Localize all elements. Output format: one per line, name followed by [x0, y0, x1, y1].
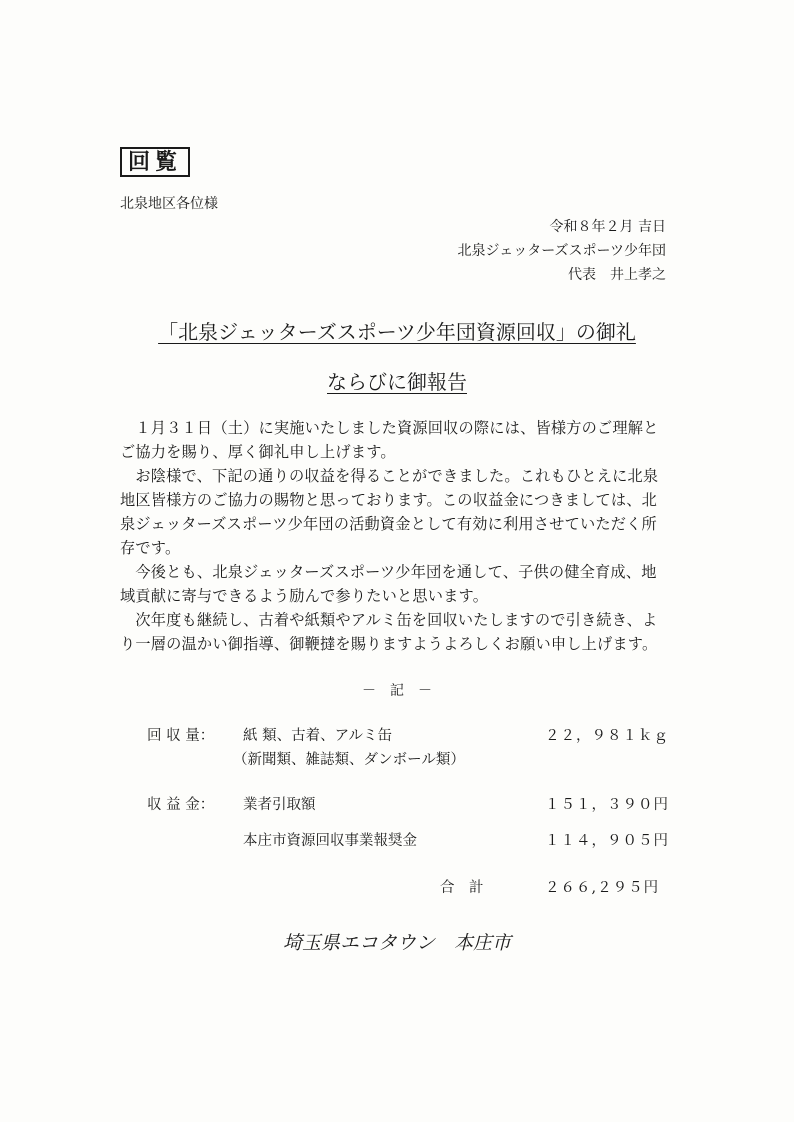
addressee: 北泉地区各位様 [120, 196, 218, 212]
revenue-line1-label: 業者引取額 [243, 797, 316, 813]
total-amount: ２６６,２９５円 [545, 880, 660, 896]
revenue-line1-amount: １５１，３９０円 [545, 797, 669, 813]
document-title-line2 [0, 366, 794, 395]
body-line: ご協力を賜り、厚く御礼申し上げます。 [120, 443, 396, 461]
collection-label: 回 収 量： [147, 728, 215, 744]
title-line1-text: 「北泉ジェッターズスポーツ少年団資源回収」の御礼 [158, 320, 636, 344]
circulation-badge: 回覧 [120, 147, 190, 177]
collection-items: 紙 類、古着、アルミ缶 [243, 728, 393, 744]
body-line: 存です。 [120, 539, 181, 557]
body-line: 域貢献に寄与できるよう励んで参りたいと思います。 [120, 587, 489, 605]
revenue-label: 収 益 金： [147, 797, 215, 813]
revenue-line2-amount: １１４，９０５円 [545, 833, 669, 849]
body-line: お陰様で、下記の通りの収益を得ることができました。これもひとえに北泉 [120, 467, 659, 485]
issue-date: 令和８年２月 吉日 [549, 219, 666, 235]
representative: 代表 井上孝之 [568, 267, 666, 283]
document-title-line1 [0, 316, 794, 345]
body-line: 地区皆様方のご協力の賜物と思っております。この収益金につきましては、北 [120, 491, 658, 509]
collection-items-note: （新聞類、雑誌類、ダンボール類） [233, 752, 465, 768]
body-line: 次年度も継続し、古着や紙類やアルミ缶を回収いたしますので引き続き、よ [120, 611, 658, 629]
body-line: １月３１日（土）に実施いたしました資源回収の際には、皆様方のご理解と [120, 419, 659, 437]
body-line: 泉ジェッターズスポーツ少年団の活動資金として有効に利用させていただく所 [120, 515, 657, 533]
title-line2-text: ならびに御報告 [327, 370, 467, 394]
footer-ecotown: 埼玉県エコタウン 本庄市 [282, 932, 511, 954]
body-line: り一層の温かい御指導、御鞭撻を賜りますようよろしくお願い申し上げます。 [120, 635, 658, 653]
collection-amount: ２２，９８１ｋｇ [545, 728, 669, 744]
total-label: 合 計 [440, 880, 484, 896]
body-line: 今後とも、北泉ジェッターズスポーツ少年団を通して、子供の健全育成、地 [120, 563, 657, 581]
organization-name: 北泉ジェッターズスポーツ少年団 [457, 243, 666, 259]
revenue-line2-label: 本庄市資源回収事業報奨金 [243, 833, 417, 849]
ki-heading: － 記 － [362, 683, 432, 699]
